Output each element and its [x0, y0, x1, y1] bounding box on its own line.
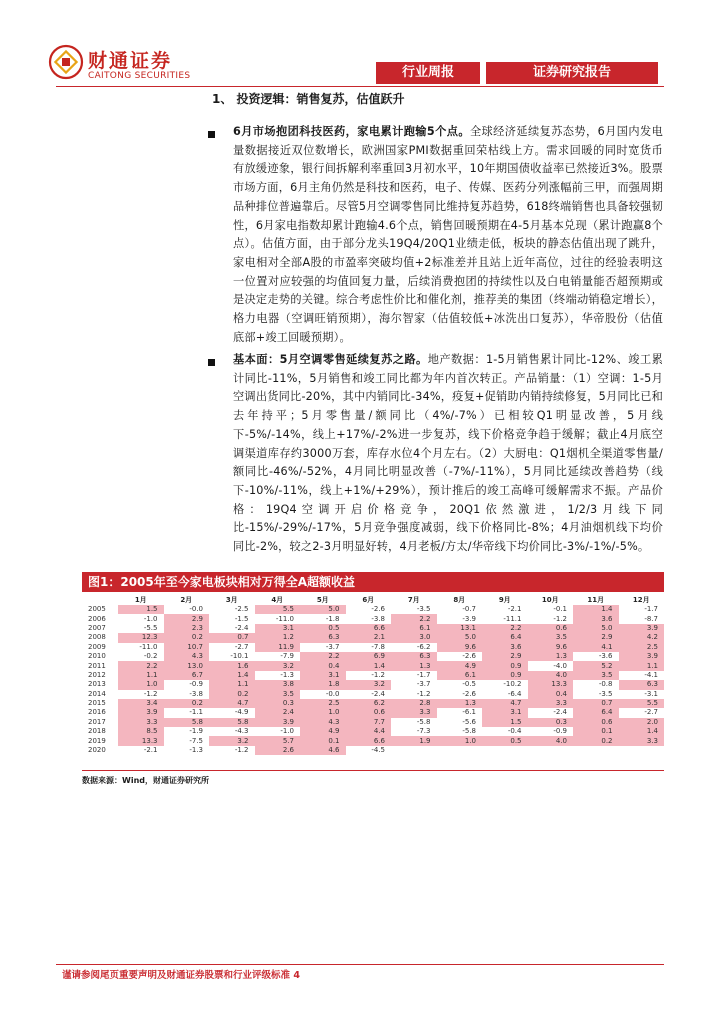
- heatmap-cell: 4.0: [528, 671, 574, 680]
- heatmap-cell: -11.0: [118, 643, 164, 652]
- heatmap-cell: 2.0: [619, 718, 665, 727]
- heatmap-cell: 6.1: [437, 671, 483, 680]
- heatmap-cell: 3.3: [528, 699, 574, 708]
- tab-industry-weekly: 行业周报: [376, 62, 480, 84]
- heatmap-cell: 2.4: [255, 708, 301, 717]
- heatmap-cell: 5.5: [619, 699, 665, 708]
- logo-name-en: CAITONG SECURITIES: [88, 71, 191, 81]
- footer-divider: [56, 964, 664, 965]
- heatmap-cell: 4.2: [619, 633, 665, 642]
- row-year-label: 2014: [88, 689, 106, 698]
- row-year-label: 2006: [88, 614, 106, 623]
- row-year-label: 2020: [88, 746, 106, 755]
- heatmap-cell: -7.8: [346, 643, 392, 652]
- heatmap-cell: -3.6: [573, 652, 619, 661]
- heatmap-cell: -2.4: [346, 690, 392, 699]
- heatmap-cell: 5.0: [437, 633, 483, 642]
- heatmap-cell: 0.3: [528, 718, 574, 727]
- heatmap-cell: 3.2: [255, 661, 301, 670]
- heatmap-cell: -2.4: [209, 624, 255, 633]
- row-year-label: 2010: [88, 652, 106, 661]
- column-header-month: 2月: [180, 596, 193, 604]
- heatmap-cell: 3.6: [482, 643, 528, 652]
- heatmap-cell: 1.4: [619, 727, 665, 736]
- heatmap-cell: -0.4: [482, 727, 528, 736]
- heatmap-cell: 2.2: [300, 652, 346, 661]
- heatmap-cell: -1.3: [255, 671, 301, 680]
- heatmap-cell: -0.0: [300, 690, 346, 699]
- row-year-label: 2017: [88, 717, 106, 726]
- row-year-label: 2015: [88, 699, 106, 708]
- heatmap-cell: 11.9: [255, 643, 301, 652]
- heatmap-cell: -4.5: [346, 746, 392, 755]
- heatmap-cell: 1.0: [118, 680, 164, 689]
- heatmap-cell: 4.6: [300, 746, 346, 755]
- heatmap-cell: 3.9: [619, 624, 665, 633]
- table-row: [82, 652, 664, 661]
- heatmap-cell: -2.7: [209, 643, 255, 652]
- heatmap-cell: -7.3: [391, 727, 437, 736]
- heatmap-cell: 7.7: [346, 718, 392, 727]
- column-header-month: 8月: [453, 596, 466, 604]
- heatmap-cell: 3.2: [209, 736, 255, 745]
- heatmap-cell: -0.0: [164, 605, 210, 614]
- table-row: [82, 727, 664, 736]
- heatmap-cell: 8.5: [118, 727, 164, 736]
- table-row: [82, 736, 664, 745]
- heatmap-cell: 1.3: [528, 652, 574, 661]
- table-row: [82, 690, 664, 699]
- heatmap-cell: -1.2: [346, 671, 392, 680]
- heatmap-cell: -6.4: [482, 690, 528, 699]
- heatmap-cell: 3.5: [528, 633, 574, 642]
- row-year-label: 2005: [88, 605, 106, 614]
- heatmap-cell: -4.3: [209, 727, 255, 736]
- heatmap-cell: -1.2: [528, 614, 574, 623]
- heatmap-cell: 0.5: [300, 624, 346, 633]
- heatmap-cell: 6.1: [391, 624, 437, 633]
- heatmap-cell: 3.5: [255, 690, 301, 699]
- heatmap-cell: 1.3: [437, 699, 483, 708]
- heatmap-cell: 0.2: [164, 699, 210, 708]
- heatmap-cell: -4.0: [528, 661, 574, 670]
- heatmap-cell: 2.1: [346, 633, 392, 642]
- heatmap-cell: 3.4: [118, 699, 164, 708]
- heatmap-cell: 4.0: [528, 736, 574, 745]
- bullet-icon: [208, 359, 215, 366]
- heatmap-cell: 4.7: [209, 699, 255, 708]
- heatmap-cell: 3.1: [300, 671, 346, 680]
- heatmap-cell: 0.1: [300, 736, 346, 745]
- heatmap-header-row: [82, 596, 664, 605]
- heatmap-cell: -10.2: [482, 680, 528, 689]
- heatmap-cell: -1.7: [391, 671, 437, 680]
- heatmap-cell: -5.5: [118, 624, 164, 633]
- heatmap-cell: 3.6: [573, 614, 619, 623]
- heatmap-cell: 0.5: [482, 736, 528, 745]
- heatmap-cell: 0.9: [482, 671, 528, 680]
- heatmap-cell: -2.6: [437, 652, 483, 661]
- column-header-month: 4月: [271, 596, 284, 604]
- heatmap-cell: -2.4: [528, 708, 574, 717]
- heatmap-cell: -2.5: [209, 605, 255, 614]
- heatmap-cell: 0.3: [255, 699, 301, 708]
- heatmap-cell: 1.2: [255, 633, 301, 642]
- heatmap-cell: -2.7: [619, 708, 665, 717]
- heatmap-cell: 3.9: [118, 708, 164, 717]
- heatmap-cell: 1.4: [209, 671, 255, 680]
- heatmap-cell: 1.5: [118, 605, 164, 614]
- heatmap-cell: -1.8: [300, 614, 346, 623]
- heatmap-cell: -1.5: [209, 614, 255, 623]
- logo-mark-icon: [48, 44, 84, 80]
- heatmap-cell: -1.7: [619, 605, 665, 614]
- heatmap-cell: 3.2: [346, 680, 392, 689]
- heatmap-cell: -5.8: [437, 727, 483, 736]
- heatmap-cell: 0.4: [528, 690, 574, 699]
- heatmap-cell: 0.7: [209, 633, 255, 642]
- row-year-label: 2018: [88, 727, 106, 736]
- heatmap-cell: -7.9: [255, 652, 301, 661]
- heatmap-cell: 2.3: [164, 624, 210, 633]
- heatmap-cell: 5.0: [300, 605, 346, 614]
- heatmap-cell: 6.3: [619, 680, 665, 689]
- heatmap-cell: 9.6: [528, 643, 574, 652]
- paragraph-fundamentals-body: 地产数据：1-5月销售累计同比-12%、竣工累计同比-11%，5月销售和竣工同比都为年内首次转正。产品销量：（1）空调：1-5月空调出货同比-20%，其中内销同比-34%，疫复+促销助内销持续修复，5月同比已和去年持平；5月零售量/额同比（4%/-7%）已相较Q1明显改善，5月线下-5%/-14%，线上+17%/-2%进一步复苏，线下价格竞争趋于缓解；截止4月底空调渠道库存约3000万套，库存水位4个月左右。（2）大厨电：Q1烟机全渠道零售量/额同比-46%/-52%，4月同比明显改善（-7%/-11%），5月同比延续改善趋势（线下-10%/-11%，线上+1%/+29%），预计推后的竣工高峰可缓解需求不振。产品价格：19Q4空调开启价格竞争，20Q1依然激进，1/2/3月线下同比-15%/-29%/-17%，5月竞争强度减弱，线下价格同比-8%；4月油烟机线下均价同比-2%，较之2-3月明显好转，4月老板/方太/华帝线下均价同比-3%/-1%/-5%。: [233, 353, 663, 554]
- heatmap-cell: 6.3: [300, 633, 346, 642]
- heatmap-cell: 9.6: [437, 643, 483, 652]
- heatmap-cell: 0.4: [300, 661, 346, 670]
- logo-name-cn: 财通证券: [88, 50, 173, 72]
- table-row: [82, 708, 664, 717]
- heatmap-cell: 1.3: [391, 661, 437, 670]
- heatmap-cell: 4.9: [437, 661, 483, 670]
- column-header-month: 3月: [225, 596, 238, 604]
- column-header-month: 5月: [316, 596, 329, 604]
- table-row: [82, 680, 664, 689]
- tab-research-report: 证券研究报告: [486, 62, 658, 84]
- heatmap-cell: 5.0: [573, 624, 619, 633]
- heatmap-cell: -0.9: [528, 727, 574, 736]
- heatmap-cell: [482, 746, 528, 755]
- heatmap-cell: -1.0: [118, 614, 164, 623]
- heatmap-cell: 2.8: [391, 699, 437, 708]
- heatmap-cell: -3.8: [346, 614, 392, 623]
- heatmap-cell: -1.9: [164, 727, 210, 736]
- heatmap-cell: -1.2: [209, 746, 255, 755]
- heatmap-cell: 2.6: [255, 746, 301, 755]
- footer-disclaimer: 谨请参阅尾页重要声明及财通证券股票和行业评级标准: [62, 970, 291, 981]
- heatmap-cell: 3.3: [391, 708, 437, 717]
- heatmap-cell: 2.9: [164, 614, 210, 623]
- column-header-month: 12月: [632, 596, 650, 604]
- heatmap-cell: -0.8: [573, 680, 619, 689]
- heatmap-cell: 0.6: [346, 708, 392, 717]
- heatmap-cell: 4.1: [573, 643, 619, 652]
- table-row: [82, 614, 664, 623]
- heatmap-cell: 5.8: [209, 718, 255, 727]
- row-year-label: 2013: [88, 680, 106, 689]
- heatmap-cell: 2.2: [118, 661, 164, 670]
- table-row: [82, 746, 664, 755]
- heatmap-cell: -6.2: [391, 643, 437, 652]
- table-row: [82, 671, 664, 680]
- heatmap-cell: 5.2: [573, 661, 619, 670]
- heatmap-cell: -3.7: [391, 680, 437, 689]
- heatmap-cell: [573, 746, 619, 755]
- table-row: [82, 633, 664, 642]
- table-row: [82, 643, 664, 652]
- heatmap-cell: 1.5: [482, 718, 528, 727]
- heatmap-cell: 6.6: [346, 624, 392, 633]
- bullet-icon: [208, 131, 215, 138]
- heatmap-cell: 1.4: [346, 661, 392, 670]
- heatmap-cell: 6.9: [346, 652, 392, 661]
- heatmap-cell: 3.9: [255, 718, 301, 727]
- heatmap-cell: -3.5: [573, 690, 619, 699]
- heatmap-cell: 4.4: [346, 727, 392, 736]
- heatmap-cell: -5.8: [391, 718, 437, 727]
- heatmap-cell: 10.7: [164, 643, 210, 652]
- heatmap-cell: -1.0: [255, 727, 301, 736]
- heatmap-cell: 1.6: [209, 661, 255, 670]
- heatmap-cell: 2.5: [300, 699, 346, 708]
- heatmap-cell: -1.3: [164, 746, 210, 755]
- heatmap-cell: 0.6: [573, 718, 619, 727]
- heatmap-cell: -3.8: [164, 690, 210, 699]
- heatmap-cell: 6.2: [346, 699, 392, 708]
- heatmap-table: [82, 596, 664, 755]
- table-row: [82, 605, 664, 614]
- column-header-year: [82, 596, 118, 605]
- heatmap-cell: [528, 746, 574, 755]
- heatmap-cell: [437, 746, 483, 755]
- figure-title: 图1：2005年至今家电板块相对万得全A超额收益: [82, 572, 664, 592]
- heatmap-cell: 3.0: [391, 633, 437, 642]
- column-header-month: 10月: [541, 596, 559, 604]
- heatmap-cell: 2.9: [482, 652, 528, 661]
- column-header-month: 7月: [407, 596, 420, 604]
- heatmap-cell: 4.3: [300, 718, 346, 727]
- paragraph-market-body: 全球经济延续复苏态势，6月国内发电量数据接近双位数增长，欧洲国家PMI数据重回荣枯线上方。需求回暖的同时宽货币有放缓迹象，银行间拆解利率重回3月初水平，10年期国债收益率已然接近3%。股票市场方面，6月主角仍然是科技和医药，电子、传媒、医药分列涨幅前三甲，而强周期品种排位普遍靠后。尽管5月空调零售同比维持复苏趋势，618终端销售也具备较强韧性，6月家电指数却累计跑输4.6个点，销售回暖预期在4-5月基本兑现（累计跑赢8个点）。估值方面，由于部分龙头19Q4/20Q1业绩走低，板块的静态估值出现了跳升，家电相对全部A股的市盈率突破均值+2标准差并且站上近年高位，过往的经验表明这一位置对应较强的均值回复力量，后续消费抱团的持续性以及白电销量能否超预期或是决定走势的关键。综合考虑性价比和催化剂，推荐美的集团（终端动销稳定增长），格力电器（空调旺销预期），海尔智家（估值较低+冰洗出口复苏），华帝股份（估值底部+竣工回暖预期）。: [233, 125, 663, 344]
- row-year-label: 2011: [88, 661, 106, 670]
- figure-divider: [82, 770, 664, 771]
- heatmap-cell: 2.2: [391, 614, 437, 623]
- row-year-label: 2016: [88, 708, 106, 717]
- heatmap-cell: 13.3: [118, 736, 164, 745]
- page-number: 4: [293, 970, 300, 981]
- heatmap-cell: 6.4: [482, 633, 528, 642]
- heatmap-cell: -0.9: [164, 680, 210, 689]
- heatmap-cell: -11.0: [255, 614, 301, 623]
- row-year-label: 2019: [88, 736, 106, 745]
- row-year-label: 2012: [88, 670, 106, 679]
- heatmap-cell: 13.3: [528, 680, 574, 689]
- table-row: [82, 718, 664, 727]
- heatmap-cell: -11.1: [482, 614, 528, 623]
- heatmap-cell: 1.0: [300, 708, 346, 717]
- column-header-month: 11月: [587, 596, 605, 604]
- heatmap-cell: 3.3: [619, 736, 665, 745]
- paragraph-market-lead: 6月市场抱团科技医药，家电累计跑输5个点。: [233, 125, 470, 138]
- heatmap-cell: 2.2: [482, 624, 528, 633]
- heatmap-cell: 6.7: [164, 671, 210, 680]
- heatmap-cell: 3.9: [619, 652, 665, 661]
- figure-source: 数据来源：Wind，财通证券研究所: [82, 776, 209, 785]
- paragraph-fundamentals: [233, 351, 663, 557]
- heatmap-cell: 6.4: [573, 708, 619, 717]
- heatmap-cell: -2.6: [346, 605, 392, 614]
- heatmap-cell: -0.2: [118, 652, 164, 661]
- heatmap-cell: -7.5: [164, 736, 210, 745]
- heatmap-cell: 0.2: [209, 690, 255, 699]
- company-logo: [48, 44, 198, 88]
- heatmap-cell: 13.1: [437, 624, 483, 633]
- heatmap-cell: 1.1: [118, 671, 164, 680]
- heatmap-cell: -3.1: [619, 690, 665, 699]
- heatmap-cell: 1.8: [300, 680, 346, 689]
- column-header-month: 9月: [498, 596, 511, 604]
- heatmap-cell: 3.1: [482, 708, 528, 717]
- paragraph-market: [233, 123, 663, 347]
- row-year-label: 2009: [88, 642, 106, 651]
- heatmap-cell: 4.7: [482, 699, 528, 708]
- table-row: [82, 624, 664, 633]
- row-year-label: 2008: [88, 633, 106, 642]
- heatmap-cell: 3.5: [573, 671, 619, 680]
- column-header-month: 6月: [362, 596, 375, 604]
- heatmap-cell: -3.5: [391, 605, 437, 614]
- heatmap-cell: 6.3: [391, 652, 437, 661]
- heatmap-cell: -4.1: [619, 671, 665, 680]
- heatmap-cell: -3.9: [437, 614, 483, 623]
- heatmap-cell: 12.3: [118, 633, 164, 642]
- heatmap-cell: -0.7: [437, 605, 483, 614]
- header-divider: [56, 86, 664, 87]
- heatmap-cell: 2.5: [619, 643, 665, 652]
- heatmap-cell: 1.1: [619, 661, 665, 670]
- column-header-month: 1月: [134, 596, 147, 604]
- paragraph-fundamentals-lead: 基本面：5月空调零售延续复苏之路。: [233, 353, 428, 366]
- heatmap-cell: -2.1: [118, 746, 164, 755]
- heatmap-cell: 0.9: [482, 661, 528, 670]
- heatmap-cell: 4.3: [164, 652, 210, 661]
- heatmap-cell: 0.7: [573, 699, 619, 708]
- heatmap-cell: 1.1: [209, 680, 255, 689]
- heatmap-cell: 3.8: [255, 680, 301, 689]
- heatmap-cell: -1.1: [164, 708, 210, 717]
- heatmap-cell: -3.7: [300, 643, 346, 652]
- heatmap-cell: 0.2: [164, 633, 210, 642]
- row-year-label: 2007: [88, 623, 106, 632]
- heatmap-cell: 5.8: [164, 718, 210, 727]
- heatmap-cell: [391, 746, 437, 755]
- heatmap-cell: 6.6: [346, 736, 392, 745]
- heatmap-cell: 5.5: [255, 605, 301, 614]
- table-row: [82, 661, 664, 670]
- heatmap-cell: -6.1: [437, 708, 483, 717]
- heatmap-cell: -1.2: [391, 690, 437, 699]
- heatmap-cell: 1.0: [437, 736, 483, 745]
- heatmap-cell: -0.1: [528, 605, 574, 614]
- heatmap-cell: 4.9: [300, 727, 346, 736]
- heatmap-cell: -0.5: [437, 680, 483, 689]
- heatmap-cell: -4.9: [209, 708, 255, 717]
- heatmap-cell: 0.6: [528, 624, 574, 633]
- heatmap-cell: -5.6: [437, 718, 483, 727]
- heatmap-cell: 3.3: [118, 718, 164, 727]
- heatmap-cell: 0.2: [573, 736, 619, 745]
- heatmap-cell: -2.1: [482, 605, 528, 614]
- heatmap-body: [82, 605, 664, 755]
- section-title: 1、 投资逻辑：销售复苏，估值跃升: [212, 92, 405, 106]
- heatmap-cell: 0.1: [573, 727, 619, 736]
- heatmap-cell: -1.2: [118, 690, 164, 699]
- heatmap-cell: 1.4: [573, 605, 619, 614]
- heatmap-cell: 13.0: [164, 661, 210, 670]
- table-row: [82, 699, 664, 708]
- heatmap-cell: [619, 746, 665, 755]
- heatmap-cell: -2.6: [437, 690, 483, 699]
- heatmap-cell: 1.9: [391, 736, 437, 745]
- heatmap-cell: 3.1: [255, 624, 301, 633]
- footer: [62, 967, 300, 981]
- heatmap-cell: -10.1: [209, 652, 255, 661]
- heatmap-cell: 2.9: [573, 633, 619, 642]
- heatmap-cell: 5.7: [255, 736, 301, 745]
- heatmap-cell: -8.7: [619, 614, 665, 623]
